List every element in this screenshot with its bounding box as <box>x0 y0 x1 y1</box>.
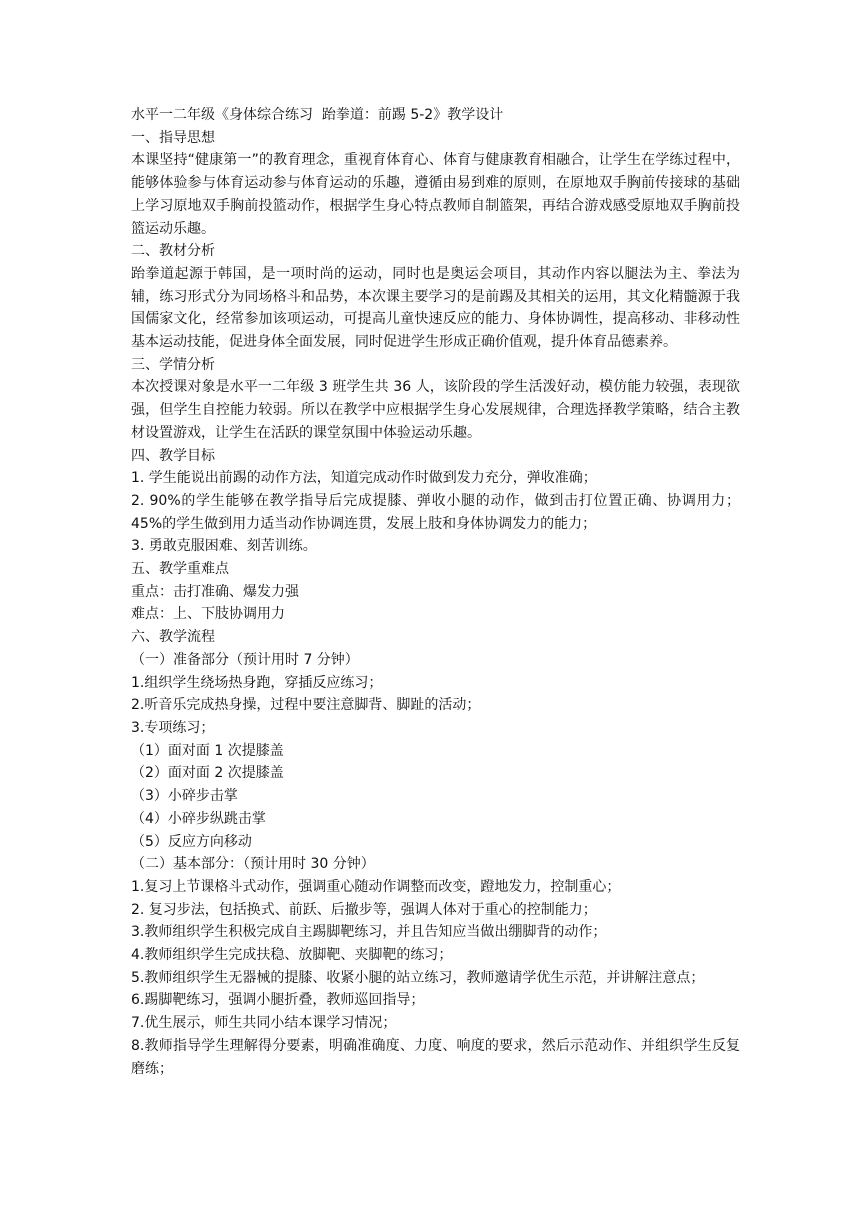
list-item: 3.教师组织学生积极完成自主踢脚靶练习，并且告知应当做出绷脚背的动作； <box>131 924 607 941</box>
list-item: 1.复习上节课格斗式动作，强调重心随动作调整而改变，蹬地发力，控制重心； <box>131 878 621 895</box>
sub-list-item: （3）小碎步击掌 <box>131 788 238 805</box>
teaching-goal-3: 3. 勇敢克服困难、刻苦训练。 <box>131 538 317 555</box>
list-item: 2. 复习步法，包括换式、前跃、后撤步等，强调人体对于重心的控制能力； <box>131 901 597 918</box>
sub-list-item: （5）反应方向移动 <box>131 833 252 850</box>
list-item: 6.踢脚靶练习，强调小腿折叠，教师巡回指导； <box>131 992 425 1009</box>
section-heading-student-analysis: 三、学情分析 <box>131 356 215 373</box>
section-heading-teaching-process: 六、教学流程 <box>131 629 215 646</box>
section-body-student-analysis: 本次授课对象是水平一二年级 3 班学生共 36 人，该阶段的学生活泼好动，模仿能力较强，表现欲强，但学生自控能力较弱。所以在教学中应根据学生身心发展规律，合理选择教学策略，结合主教材设置游戏，让学生在活跃的课堂氛围中体验运动乐趣。 <box>131 379 740 441</box>
list-item: 2.听音乐完成热身操，过程中要注意脚背、脚趾的活动； <box>131 697 481 714</box>
sub-list-item: （2）面对面 2 次提膝盖 <box>131 765 284 782</box>
document-title: 水平一二年级《身体综合练习 跆拳道：前踢 5-2》教学设计 <box>131 107 504 123</box>
list-item: 4.教师组织学生完成扶稳、放脚靶、夹脚靶的练习； <box>131 947 453 964</box>
section-body-guiding-thought: 本课坚持“健康第一”的教育理念，重视育体育心、体育与健康教育相融合，让学生在学练过程中，能够体验参与体育运动参与体育运动的乐趣，遵循由易到难的原则，在原地双手胸前传接球的基础上学习原地双手胸前投篮动作，根据学生身心特点教师自制篮架，再结合游戏感受原地双手胸前投篮运动乐趣。 <box>131 152 740 237</box>
list-item: 1.组织学生绕场热身跑，穿插反应练习； <box>131 674 383 691</box>
key-point: 重点：击打准确、爆发力强 <box>131 583 299 600</box>
list-item: 3.专项练习； <box>131 719 215 736</box>
section-body-material-analysis: 跆拳道起源于韩国，是一项时尚的运动，同时也是奥运会项目，其动作内容以腿法为主、拳法为辅，练习形式分为同场格斗和品势，本次课主要学习的是前踢及其相关的运用，其文化精髓源于我国儒家文化，经常参加该项运动，可提高儿童快速反应的能力、身体协调性，提高移动、非移动性基本运动技能，促进身体全面发展，同时促进学生形成正确价值观，提升体育品德素养。 <box>131 265 740 351</box>
section-heading-key-points: 五、教学重难点 <box>131 561 229 578</box>
part-heading-basic: （二）基本部分：（预计用时 30 分钟） <box>131 856 375 873</box>
teaching-goal-1: 1. 学生能说出前踢的动作方法，知道完成动作时做到发力充分，弹收准确； <box>131 470 597 487</box>
section-heading-guiding-thought: 一、指导思想 <box>131 129 215 146</box>
section-heading-material-analysis: 二、教材分析 <box>131 243 215 260</box>
difficulty-point: 难点：上、下肢协调用力 <box>131 606 285 623</box>
sub-list-item: （1）面对面 1 次提膝盖 <box>131 742 284 759</box>
section-heading-teaching-goals: 四、教学目标 <box>131 447 215 464</box>
part-heading-preparation: （一）准备部分（预计用时 7 分钟） <box>131 651 359 668</box>
list-item: 5.教师组织学生无器械的提膝、收紧小腿的站立练习，教师邀请学优生示范，并讲解注意点； <box>131 969 705 986</box>
sub-list-item: （4）小碎步纵跳击掌 <box>131 810 266 827</box>
list-item: 7.优生展示，师生共同小结本课学习情况； <box>131 1015 397 1032</box>
teaching-goal-2: 2. 90%的学生能够在教学指导后完成提膝、弹收小腿的动作，做到击打位置正确、协调用力；45%的学生做到用力适当动作协调连贯，发展上肢和身体协调发力的能力； <box>131 492 740 532</box>
list-item: 8.教师指导学生理解得分要素，明确准确度、力度、响度的要求，然后示范动作、并组织学生反复磨练； <box>131 1037 740 1077</box>
